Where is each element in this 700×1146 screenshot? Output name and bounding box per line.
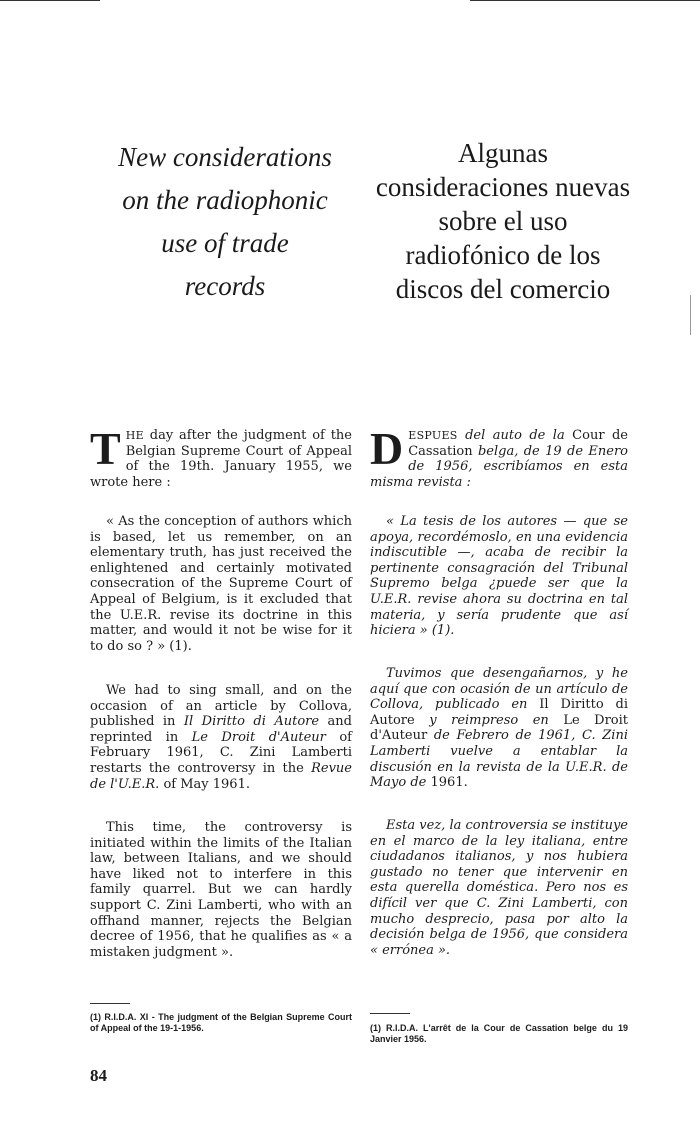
footnote-spanish: (1) R.I.D.A. L'arrêt de la Cour de Cassation belge du 19 Janvier 1956. (370, 1023, 628, 1044)
paragraph-italian-law: This time, the controversy is initiated within the limits of the Italian law, between Italians, and we should have liked not to interfere in this family quarrel. But we can hardly support C. Zini Lamberti, who with an offhand manner, rejects the Belgian decree of 1956, that he qualifies as « a mistaken judgment ». (90, 820, 352, 960)
footnote-rule-left (90, 1003, 130, 1004)
page-edge-mark (690, 295, 691, 335)
top-rule-left (0, 0, 100, 1)
paragraph-italian-law-es: Esta vez, la controversia se instituye en el marco de la ley italiana, entre ciudadanos italianos, y nos hubiera gustado no tener que intervenir en esta querella doméstica. Pero nos es difícil ver que C. Zini Lamberti, con mucho desprecio, pasa por alto la decisión belga de 1956, que considera « errónea ». (370, 818, 628, 958)
paragraph-controversy-es: Tuvimos que desengañarnos, y he aquí que con ocasión de un artículo de Collova, publicado en Il Diritto di Autore y reimpreso en Le Droit d'Auteur de Febrero de 1961, C. Zini Lamberti vuelve a entablar la discusión en la revista de la U.E.R. de Mayo de 1961. (370, 666, 629, 791)
paragraph-quote: « As the conception of authors which is based, let us remember, on an elementary truth, has just received the enlightened and certainly motivated consecration of the Supreme Court of Appeal of Belgium, is it excluded that the U.E.R. revise its doctrine in this matter, and would it not be wise for it to do so ? » (1). (90, 514, 352, 654)
paragraph-controversy: We had to sing small, and on the occasion of an article by Collova, published in Il Diritto di Autore and reprinted in Le Droit d'Auteur of February 1961, C. Zini Lamberti restarts the controversy in the Revue de l'U.E.R. of May 1961. (90, 683, 352, 792)
footnote-rule-right (370, 1013, 410, 1014)
top-rule-right (470, 0, 700, 1)
column-spanish (370, 423, 628, 490)
drop-cap: T (90, 423, 120, 474)
drop-cap-es: D (370, 423, 403, 474)
footnote-english: (1) R.I.D.A. XI - The judgment of the Belgian Supreme Court of Appeal of the 19-1-1956. (90, 1012, 352, 1033)
title-english: New considerations on the radiophonic use of trade records (118, 142, 332, 301)
column-english (90, 423, 352, 490)
intro-paragraph-es: D ESPUES del auto de la Cour de Cassation belga, de 19 de Enero de 1956, escribíamos en esta misma revista : (370, 423, 628, 490)
paragraph-quote-es: « La tesis de los autores — que se apoya, recordémoslo, en una evidencia indiscutible —, acaba de recibir la pertinente consagración del Tribunal Supremo belga ¿puede ser que la U.E.R. revise ahora su doctrina en tal materia, y sería prudente que así hiciera » (1). (370, 514, 628, 639)
page-number: 84 (90, 1066, 107, 1085)
intro-paragraph: T HE day after the judgment of the Belgian Supreme Court of Appeal of the 19th. January 1955, we wrote here : (90, 423, 352, 490)
title-spanish: Algunas consideraciones nuevas sobre el uso radiofónico de los discos del comercio (375, 138, 631, 304)
